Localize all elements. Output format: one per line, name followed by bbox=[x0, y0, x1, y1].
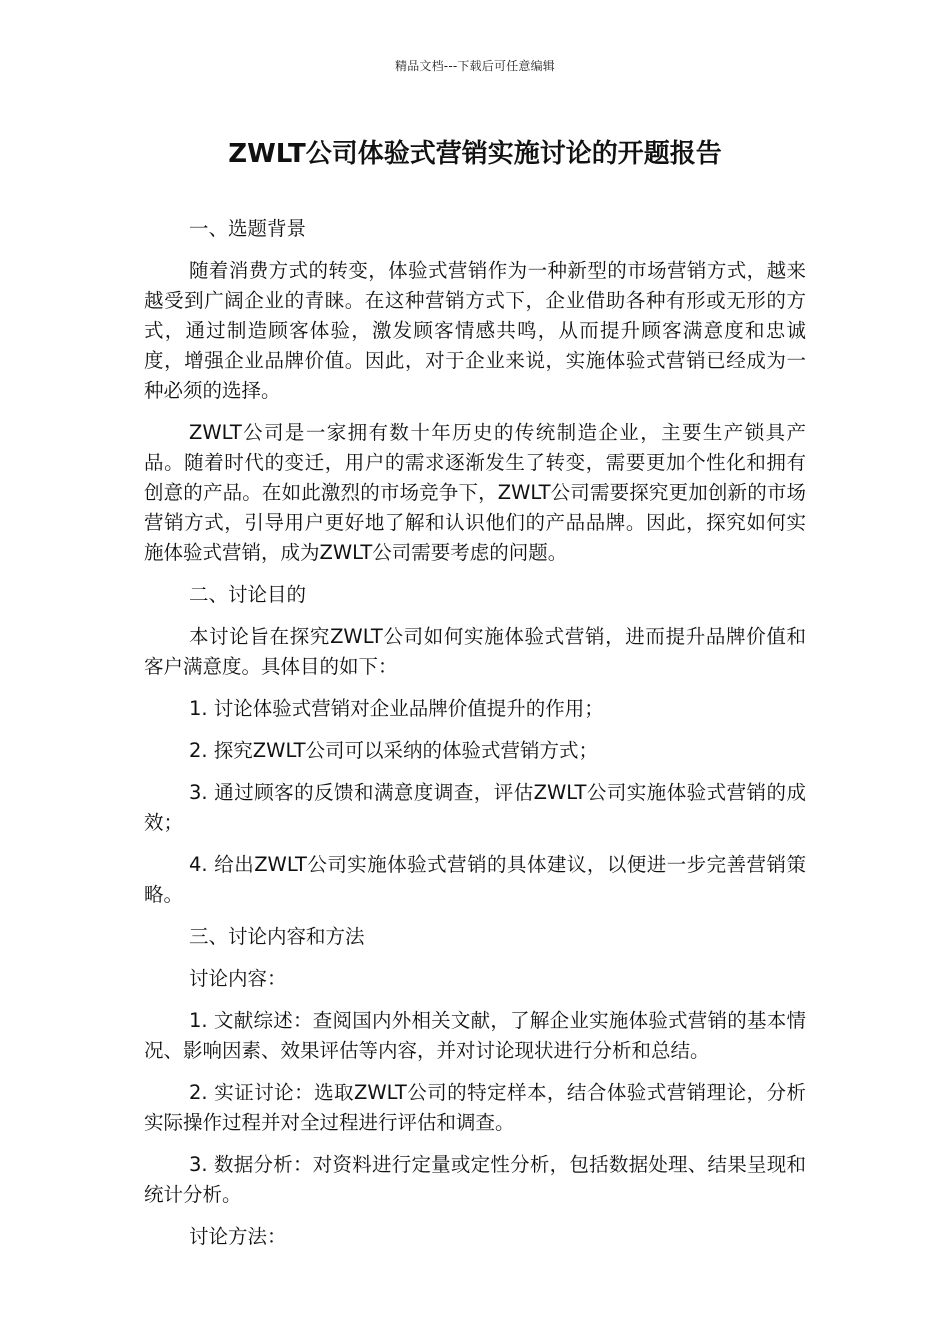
list-item-content-2: 2. 实证讨论：选取ZWLT公司的特定样本，结合体验式营销理论，分析实际操作过程并对全过程进行评估和调查。 bbox=[144, 1081, 806, 1134]
header-note: 精品文档---下载后可任意编辑 bbox=[395, 59, 555, 73]
paragraph-company: ZWLT公司是一家拥有数十年历史的传统制造企业，主要生产锁具产品。随着时代的变迁，用户的需求逐渐发生了转变，需要更加个性化和拥有创意的产品。在如此激烈的市场竞争下，ZWLT公司需要探究更加创新的市场营销方式，引导用户更好地了解和认识他们的产品品牌。因此，探究如何实施体验式营销，成为ZWLT公司需要考虑的问题。 bbox=[144, 421, 806, 564]
list-item-content-1: 1. 文献综述：查阅国内外相关文献，了解企业实施体验式营销的基本情况、影响因素、效果评估等内容，并对讨论现状进行分析和总结。 bbox=[144, 1009, 806, 1062]
document-title: ZWLT公司体验式营销实施讨论的开题报告 bbox=[228, 139, 722, 169]
section-heading-background: 一、选题背景 bbox=[189, 217, 307, 240]
paragraph-purpose-intro: 本讨论旨在探究ZWLT公司如何实施体验式营销，进而提升品牌价值和客户满意度。具体目的如下： bbox=[144, 625, 806, 678]
list-item-purpose-4: 4. 给出ZWLT公司实施体验式营销的具体建议，以便进一步完善营销策略。 bbox=[144, 853, 806, 906]
list-item-purpose-3: 3. 通过顾客的反馈和满意度调查，评估ZWLT公司实施体验式营销的成效； bbox=[144, 781, 806, 834]
list-item-content-3: 3. 数据分析：对资料进行定量或定性分析，包括数据处理、结果呈现和统计分析。 bbox=[144, 1153, 806, 1206]
paragraph-background: 随着消费方式的转变，体验式营销作为一种新型的市场营销方式，越来越受到广阔企业的青睐。在这种营销方式下，企业借助各种有形或无形的方式，通过制造顾客体验，激发顾客情感共鸣，从而提升顾客满意度和忠诚度，增强企业品牌价值。因此，对于企业来说，实施体验式营销已经成为一种必须的选择。 bbox=[144, 259, 806, 402]
section-heading-content-methods: 三、讨论内容和方法 bbox=[189, 925, 365, 948]
list-item-purpose-2: 2. 探究ZWLT公司可以采纳的体验式营销方式； bbox=[189, 739, 599, 762]
section-heading-purpose: 二、讨论目的 bbox=[189, 583, 307, 606]
document-body bbox=[144, 214, 806, 1264]
list-item-purpose-1: 1. 讨论体验式营销对企业品牌价值提升的作用； bbox=[189, 697, 604, 720]
subheading-content: 讨论内容： bbox=[189, 967, 287, 990]
subheading-methods: 讨论方法： bbox=[189, 1225, 287, 1248]
